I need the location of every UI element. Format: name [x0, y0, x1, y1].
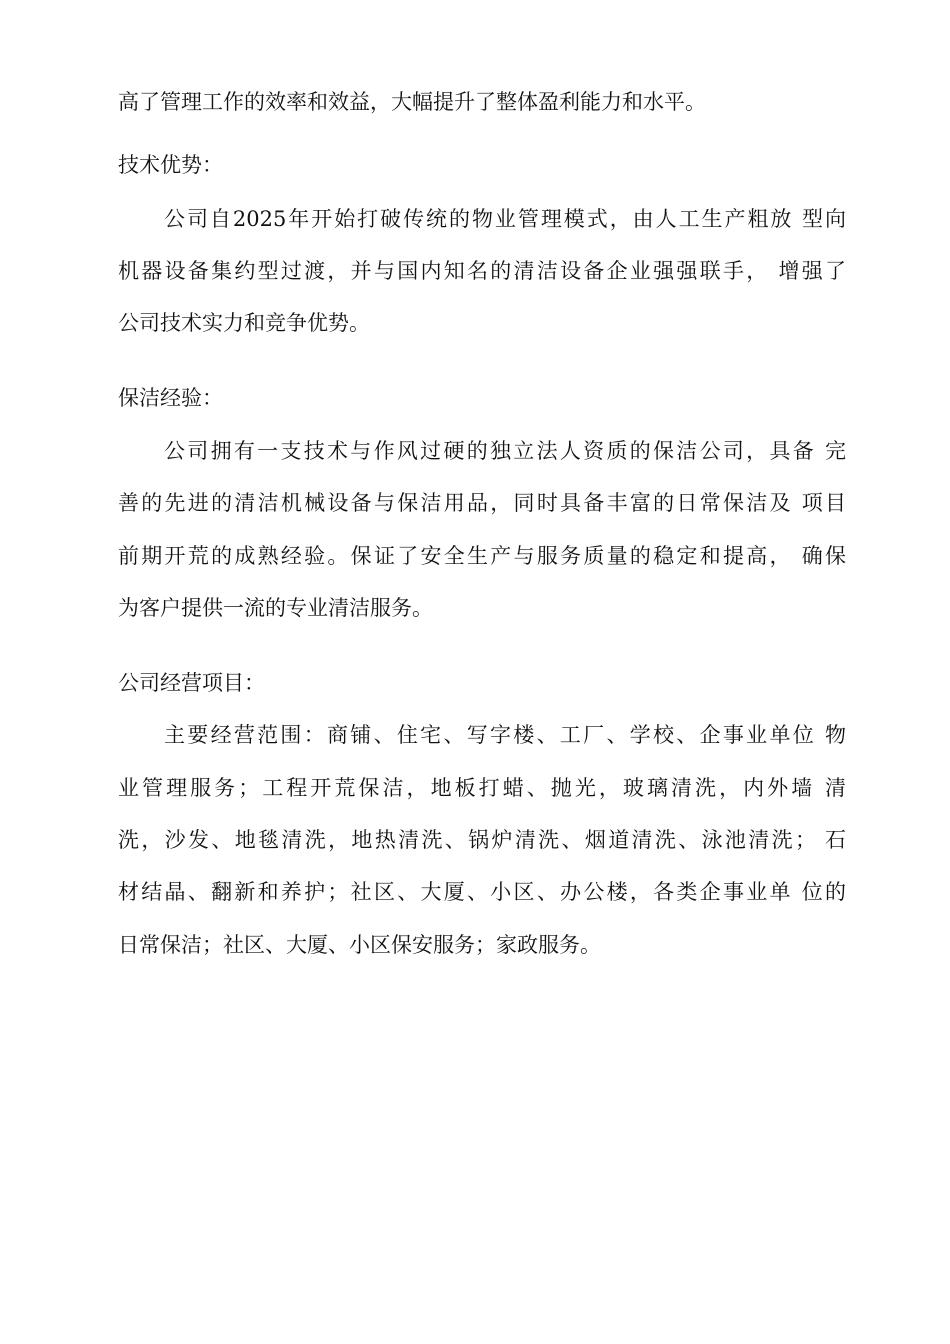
- section-cleaning-line-1: 公司拥有一支技术与作风过硬的独立法人资质的保洁公司，具备 完: [164, 439, 846, 463]
- section-tech-line-1: 公司自2025年开始打破传统的物业管理模式，由人工生产粗放 型向: [164, 207, 846, 231]
- section-heading-cleaning: 保洁经验：: [118, 386, 223, 410]
- section-cleaning-line-4: 为客户提供一流的专业清洁服务。: [118, 596, 433, 620]
- section-tech-line-2: 机器设备集约型过渡，并与国内知名的清洁设备企业强强联手， 增强了: [118, 259, 846, 283]
- section-cleaning-line-3: 前期开荒的成熟经验。保证了安全生产与服务质量的稳定和提高， 确保: [118, 544, 846, 568]
- section-heading-tech: 技术优势：: [118, 153, 223, 177]
- section-heading-business: 公司经营项目：: [118, 671, 265, 695]
- section-business-line-3: 洗，沙发、地毯清洗，地热清洗、锅炉清洗、烟道清洗、泳池清洗； 石: [118, 828, 846, 852]
- section-business-line-4: 材结晶、翻新和养护；社区、大厦、小区、办公楼，各类企事业单 位的: [118, 880, 846, 904]
- section-tech-line-3: 公司技术实力和竞争优势。: [118, 311, 370, 335]
- section-business-line-2: 业管理服务；工程开荒保洁，地板打蜡、抛光，玻璃清洗，内外墙 清: [118, 776, 846, 800]
- intro-line-1: 高了管理工作的效率和效益，大幅提升了整体盈利能力和水平。: [118, 90, 706, 114]
- section-business-line-1: 主要经营范围：商铺、住宅、写字楼、工厂、学校、企事业单位 物: [164, 723, 846, 747]
- section-cleaning-line-2: 善的先进的清洁机械设备与保洁用品，同时具备丰富的日常保洁及 项目: [118, 491, 846, 515]
- section-business-line-5: 日常保洁；社区、大厦、小区保安服务；家政服务。: [118, 933, 601, 957]
